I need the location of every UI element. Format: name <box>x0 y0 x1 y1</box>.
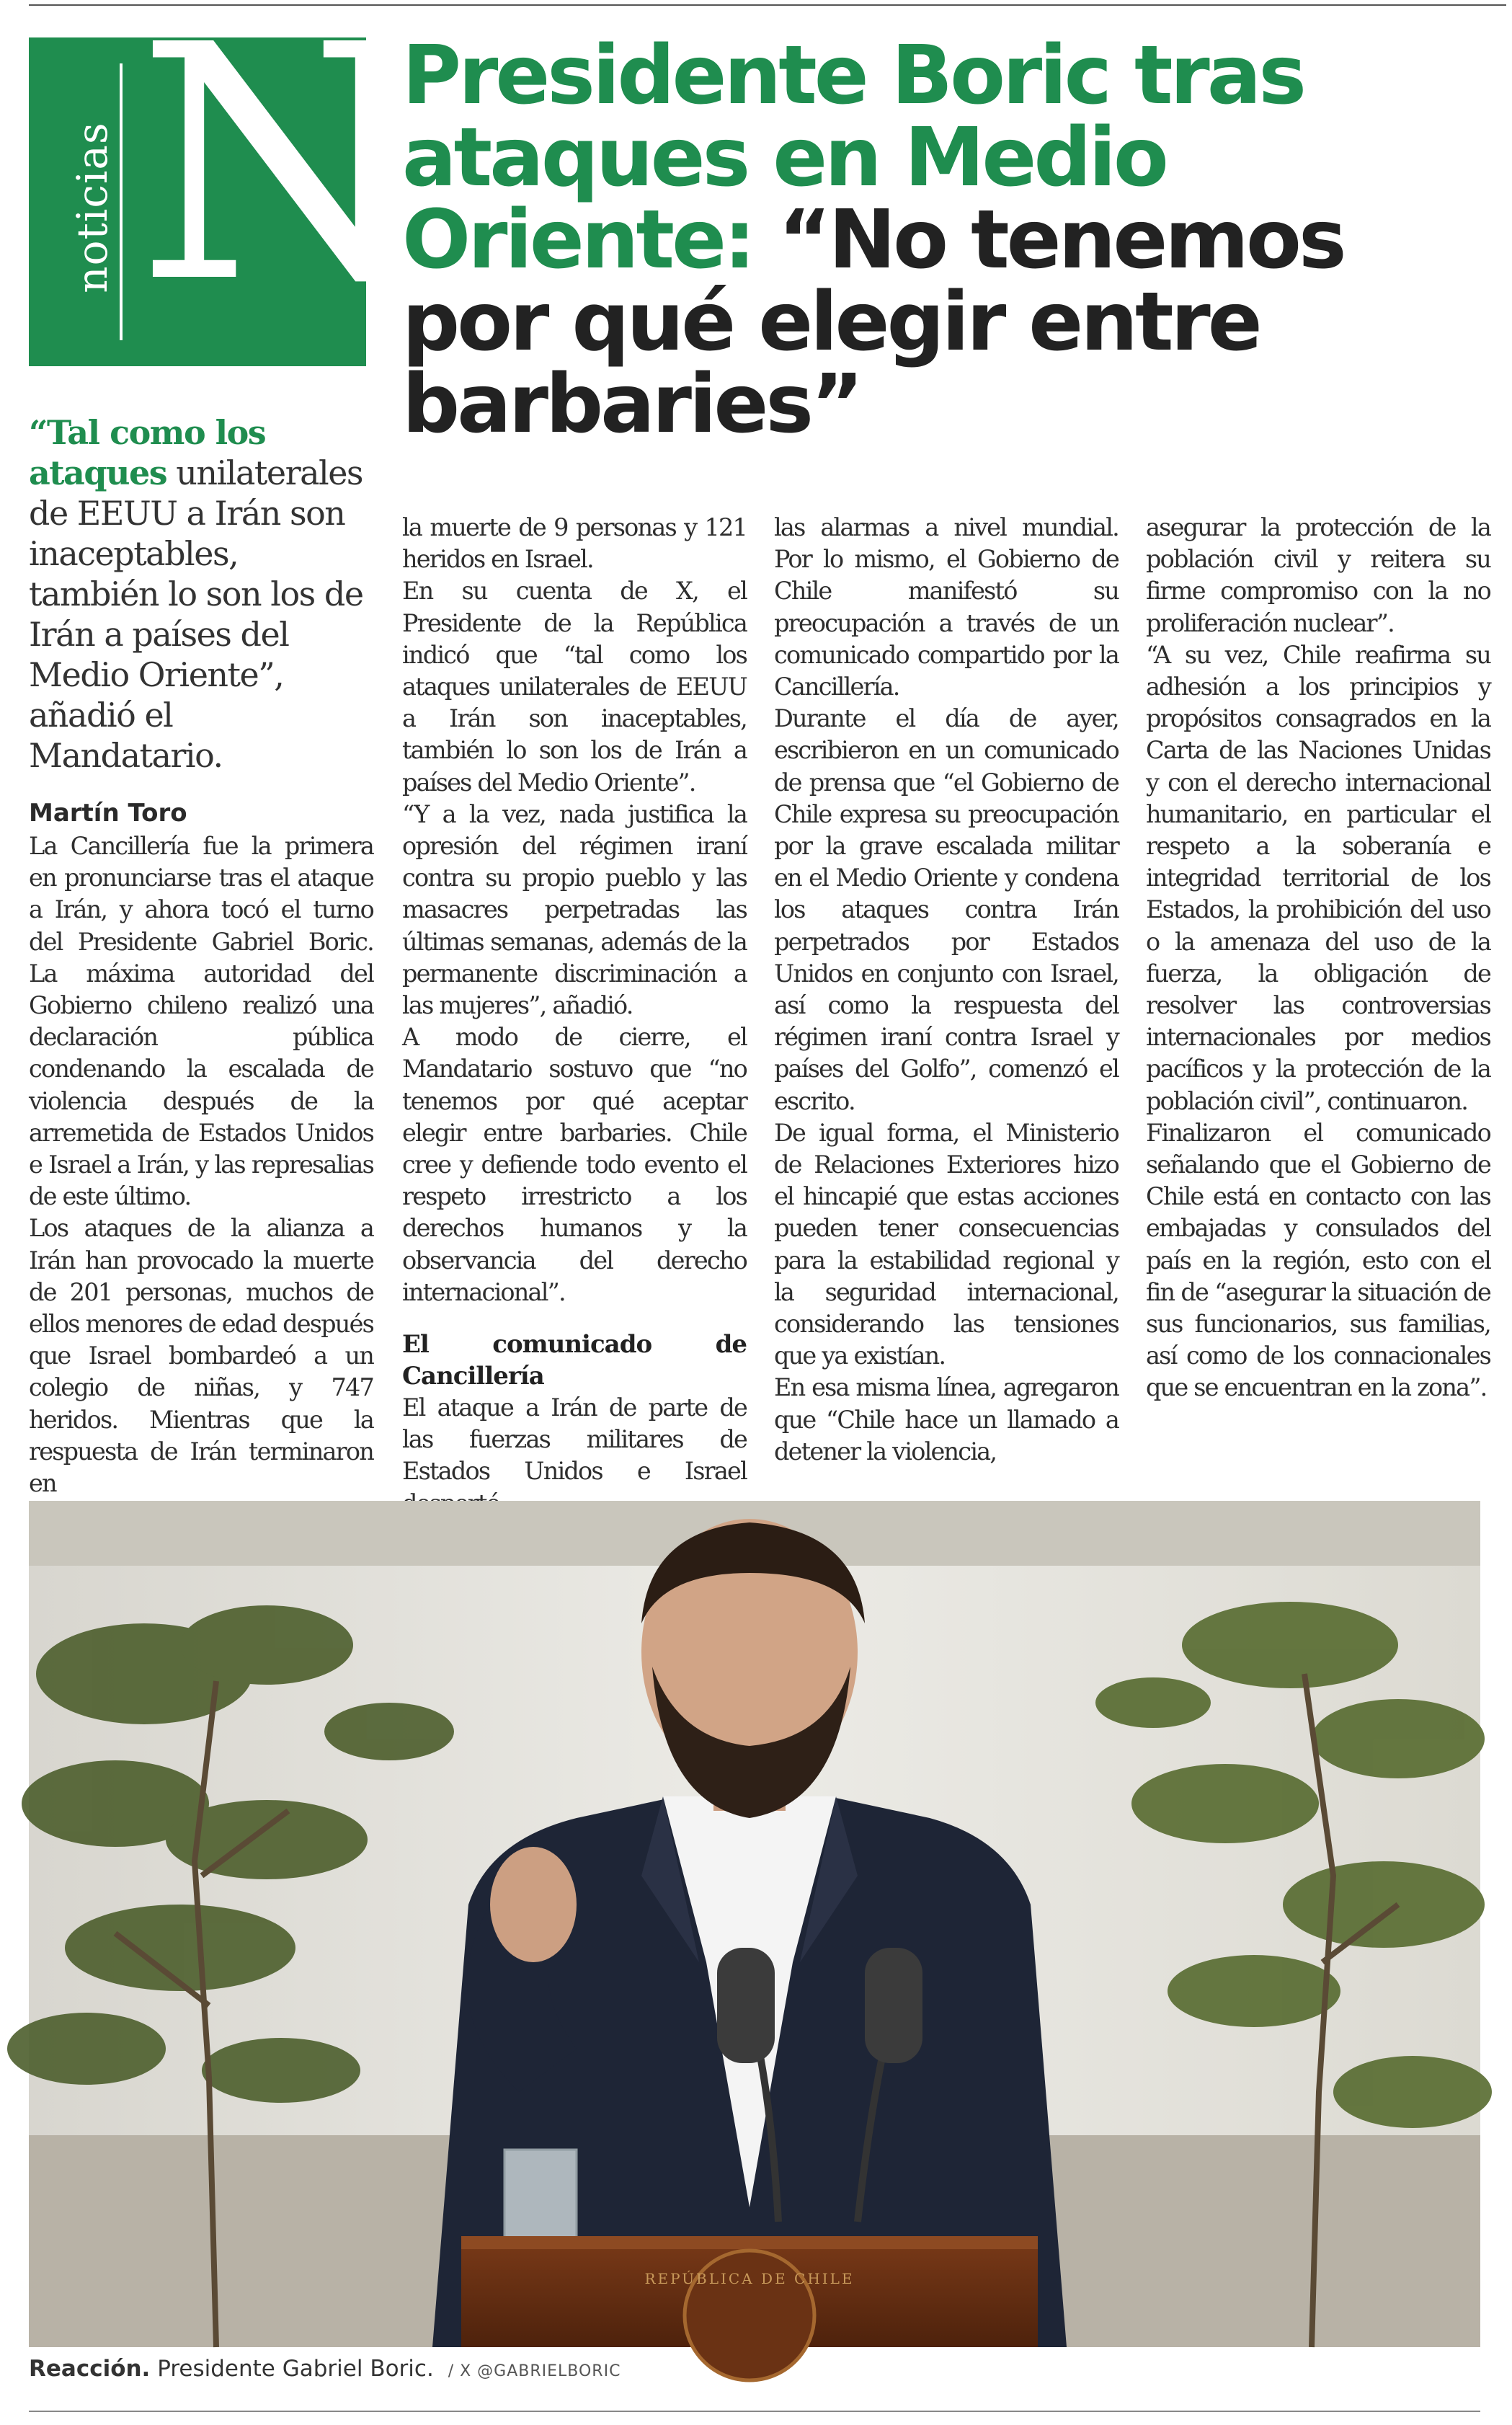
article-column-1 <box>29 830 373 1499</box>
caption-text: Presidente Gabriel Boric. <box>157 2356 434 2382</box>
water-glass <box>504 2150 577 2251</box>
paragraph: las alarmas a nivel mundial. Por lo mismo, el Gobierno de Chile manifestó su preocupación a través de un comunicado compartido por la Cancillería. <box>774 513 1119 701</box>
logo-section-word: noticias <box>68 122 117 293</box>
podium-seal-text: REPÚBLICA DE CHILE <box>644 2270 855 2287</box>
article-column-2 <box>402 512 747 1520</box>
headline <box>402 29 1490 451</box>
paragraph: Los ataques de la alianza a Irán han provocado la muerte de 201 personas, muchos de ellos menores de edad después que Israel bombardeó a un colegio de niñas, y 747 heridos. Mientras que la respuesta de Irán terminaron en <box>29 1214 373 1498</box>
photo-illustration <box>29 1501 1480 2347</box>
paragraph: “Y a la vez, nada justifica la opresión del régimen iraní contra su propio pueblo y las masacres perpetradas las últimas semanas, además de la permanente discriminación a las mujeres”, añadió. <box>402 799 747 1020</box>
article-photo <box>29 1501 1480 2347</box>
caption-lead: Reacción. <box>29 2356 151 2382</box>
article-column-3 <box>774 512 1119 1468</box>
bottom-rule <box>29 2411 1480 2412</box>
paragraph: “A su vez, Chile reafirma su adhesión a los principios y propósitos consagrados en la Carta de las Naciones Unidas y con el derecho internacional humanitario, en particular el respeto a la soberanía e integridad territorial de los Estados, la prohibición del uso o la amenaza del uso de la fuerza, la obligación de resolver las controversias internacionales por medios pacíficos y la protección de la población civil”, continuaron. <box>1146 640 1490 1115</box>
headline-quote: “No tenemos por qué elegir entre barbaries” <box>402 193 1344 451</box>
section-logo <box>29 0 421 366</box>
article-column-4 <box>1146 512 1490 1404</box>
paragraph: asegurar la protección de la población civil y reitera su firme compromiso con la no proliferación nuclear”. <box>1146 513 1490 637</box>
photo-caption <box>29 2356 621 2382</box>
paragraph: La Cancillería fue la primera en pronunciarse tras el ataque a Irán, y ahora tocó el turno del Presidente Gabriel Boric. La máxima autoridad del Gobierno chileno realizó una declaración pública condenando la escalada de violencia después de la arremetida de Estados Unidos e Israel a Irán, y las represalias de este último. <box>29 832 373 1211</box>
subheading: El comunicado de Cancillería <box>402 1330 747 1391</box>
paragraph: la muerte de 9 personas y 121 heridos en Israel. <box>402 513 747 574</box>
paragraph: Finalizaron el comunicado señalando que el Gobierno de Chile está en contacto con las embajadas y consulados del país en la región, esto con el fin de “asegurar la situación de sus funcionarios, sus familias, así como de los connacionales que se encuentran en la zona”. <box>1146 1118 1490 1402</box>
paragraph: En su cuenta de X, el Presidente de la República indicó que “tal como los ataques unilaterales de EEUU a Irán son inaceptables, también lo son los de Irán a países del Medio Oriente”. <box>402 577 747 797</box>
paragraph: Durante el día de ayer, escribieron en un comunicado de prensa que “el Gobierno de Chile expresa su preocupación por la grave escalada militar en el Medio Oriente y condena los ataques contra Irán perpetrados por Estados Unidos en conjunto con Israel, así como la respuesta del régimen iraní contra Israel y países del Golfo”, comenzó el escrito. <box>774 704 1119 1115</box>
paragraph: A modo de cierre, el Mandatario sostuvo que “no tenemos por qué aceptar elegir entre barbaries. Chile cree y defiende todo evento el respeto irrestricto a los derechos humanos y la observancia del derecho internacional”. <box>402 1023 747 1306</box>
logo-divider <box>120 63 123 340</box>
paragraph: De igual forma, el Ministerio de Relaciones Exteriores hizo el hincapié que estas acciones pueden tener consecuencias para la estabilidad regional y la seguridad internacional, considerando las tensiones que ya existían. <box>774 1118 1119 1370</box>
headline-green: Presidente Boric tras ataques en Medio Oriente: <box>402 29 1304 287</box>
logo-letter: N <box>137 0 421 354</box>
pull-quote <box>29 412 373 776</box>
paragraph: En esa misma línea, agregaron que “Chile hace un llamado a detener la violencia, <box>774 1373 1119 1466</box>
pull-quote-rest: unilaterales de EEUU a Irán son inaceptables, también lo son los de Irán a países del Medio Oriente”, añadió el Mandatario. <box>29 453 363 775</box>
paragraph: El ataque a Irán de parte de las fuerzas militares de Estados Unidos e Israel <box>402 1393 747 1486</box>
byline: Martín Toro <box>29 799 187 828</box>
caption-credit: / X @GABRIELBORIC <box>448 2362 621 2380</box>
pull-quote-bold: “Tal como los ataques <box>29 413 266 492</box>
